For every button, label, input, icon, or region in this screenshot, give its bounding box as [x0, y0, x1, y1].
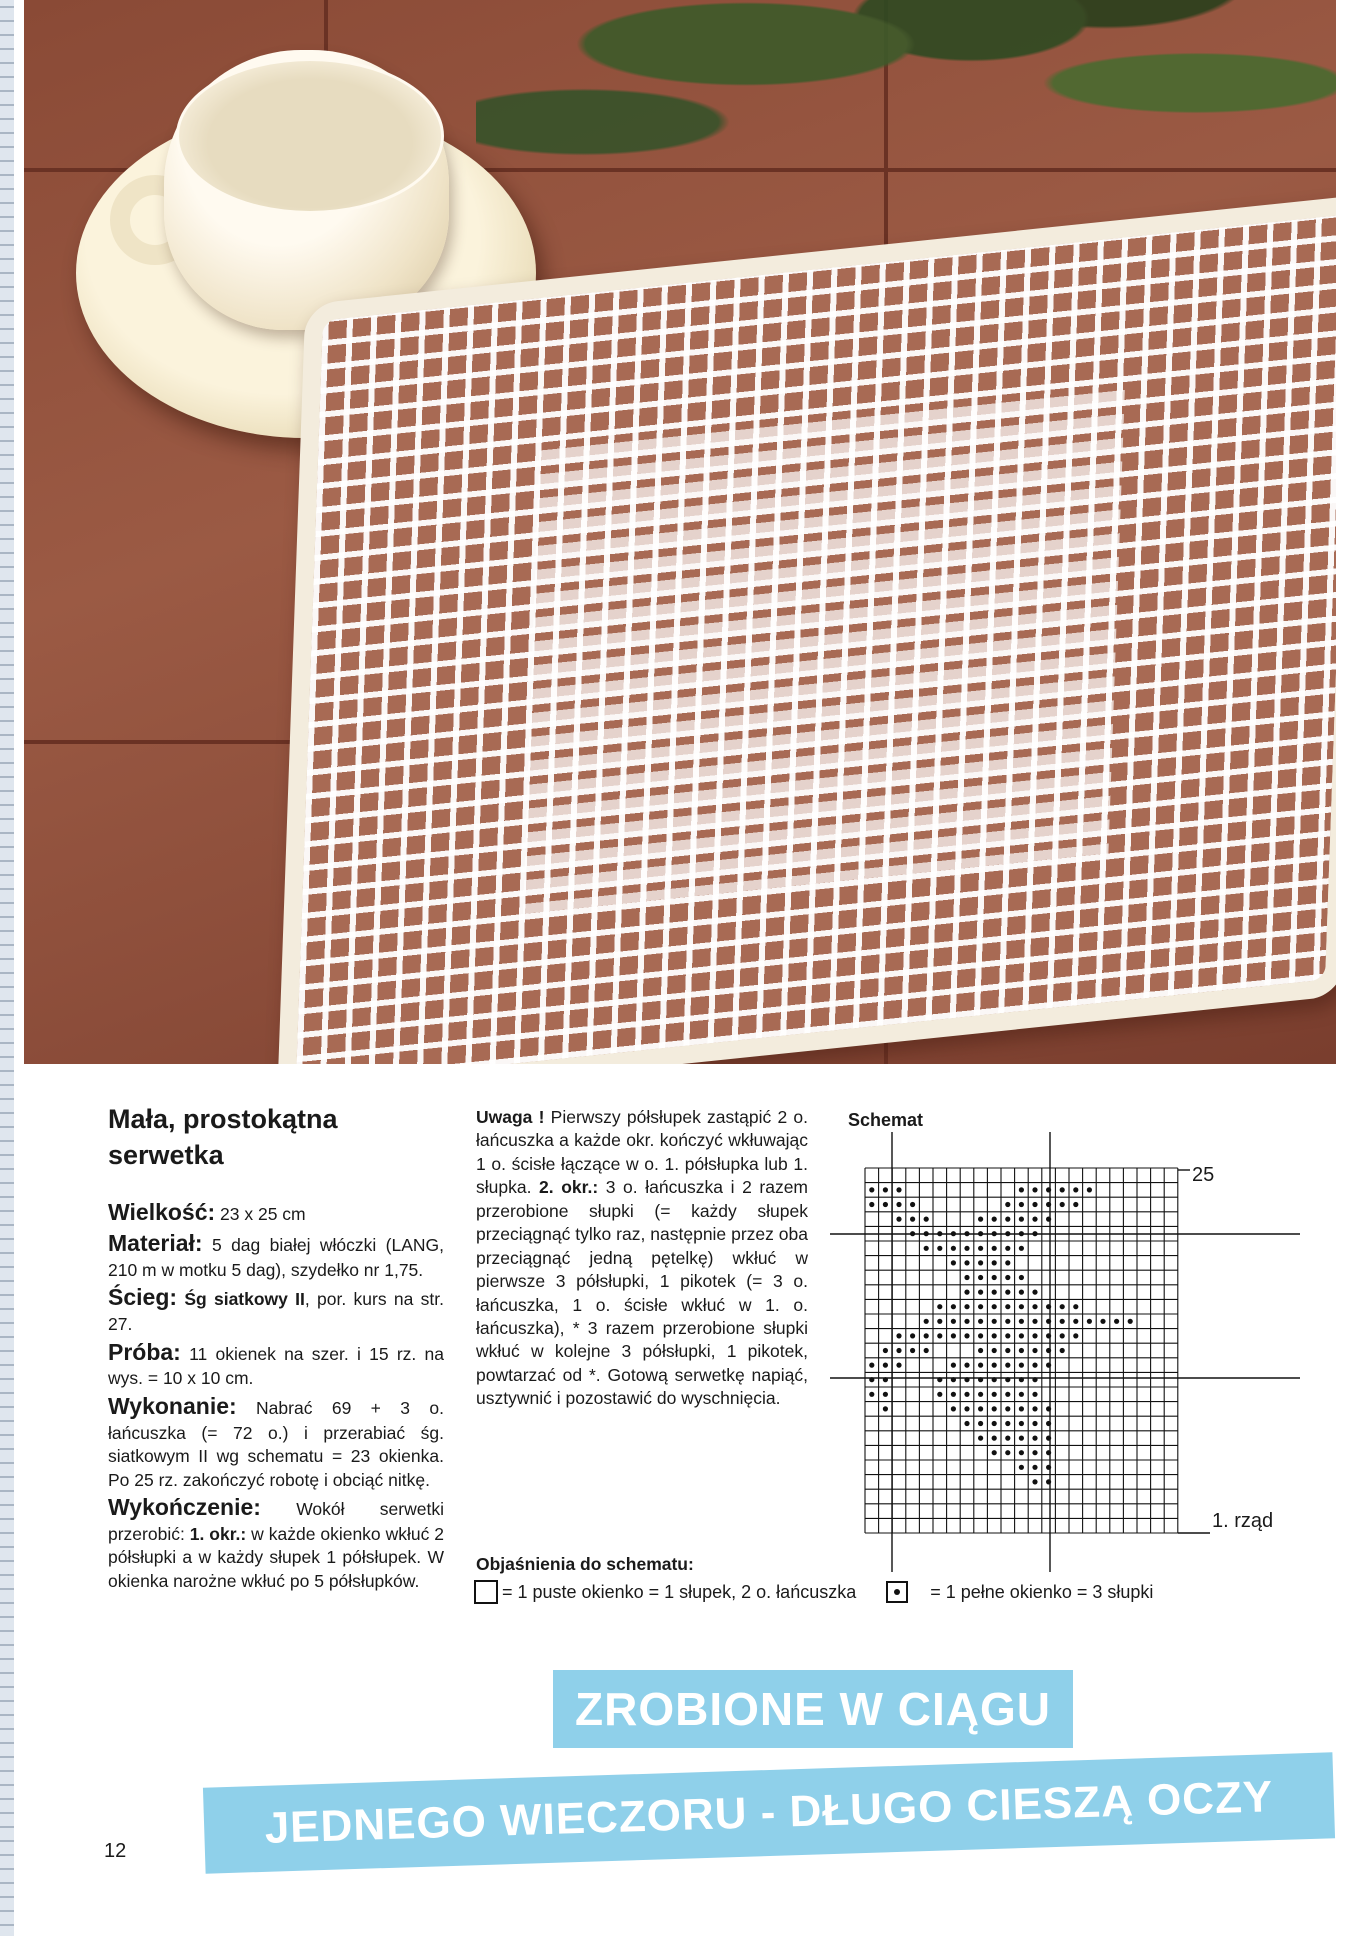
filled-cell-dot — [1060, 1319, 1065, 1324]
filled-cell-dot — [1073, 1319, 1078, 1324]
filled-cell-dot — [1073, 1333, 1078, 1338]
filled-cell-dot — [1019, 1421, 1024, 1426]
spec-finishing: Wykończenie: Wokół serwetki przerobić: 1. okr.: w każde okienko wkłuć 2 półsłupki a w każdy słupek 1 półsłupek. W okienka narożne wkłuć po 5 półsłupków. — [108, 1493, 444, 1591]
filled-cell-dot — [978, 1421, 983, 1426]
filled-cell-dot — [1060, 1187, 1065, 1192]
filled-cell-dot — [978, 1217, 983, 1222]
filled-cell-dot — [1046, 1348, 1051, 1353]
filled-cell-dot — [1073, 1304, 1078, 1309]
filled-cell-dot — [910, 1348, 915, 1353]
filled-cell-dot — [1005, 1202, 1010, 1207]
filled-cell-dot — [1019, 1333, 1024, 1338]
filled-cell-dot — [883, 1187, 888, 1192]
filled-cell-dot — [883, 1377, 888, 1382]
filled-cell-dot — [1032, 1421, 1037, 1426]
filled-cell-dot — [964, 1392, 969, 1397]
filled-cell-dot — [1032, 1392, 1037, 1397]
filled-cell-dot — [964, 1319, 969, 1324]
filled-cell-dot — [1019, 1246, 1024, 1251]
filled-cell-dot — [924, 1348, 929, 1353]
filled-cell-dot — [1019, 1465, 1024, 1470]
filled-cell-dot — [951, 1377, 956, 1382]
filled-cell-dot — [937, 1246, 942, 1251]
filled-cell-dot — [978, 1304, 983, 1309]
filled-cell-dot — [992, 1231, 997, 1236]
article-column-1 — [108, 1102, 444, 1593]
filled-cell-dot — [992, 1246, 997, 1251]
filled-cell-dot — [992, 1260, 997, 1265]
filled-cell-dot — [1005, 1290, 1010, 1295]
filled-cell-dot — [937, 1304, 942, 1309]
filled-cell-dot — [883, 1348, 888, 1353]
filled-cell-dot — [992, 1304, 997, 1309]
filled-cell-dot — [1032, 1377, 1037, 1382]
filled-cell-dot — [992, 1406, 997, 1411]
filled-cell-dot — [1100, 1319, 1105, 1324]
filled-cell-dot — [869, 1187, 874, 1192]
filled-cell-dot — [924, 1231, 929, 1236]
filled-cell-dot — [1032, 1231, 1037, 1236]
filled-cell-dot — [1046, 1465, 1051, 1470]
filled-cell-dot — [978, 1377, 983, 1382]
filled-cell-dot — [1046, 1202, 1051, 1207]
spec-execution: Wykonanie: Nabrać 69 + 3 o. łańcuszka (= 72 o.) i przerabiać śg. siatkowym II wg schematu = 23 okienka. Po 25 rz. zakończyć robotę i obciąć nitkę. — [108, 1392, 444, 1490]
row-label-25: 25 — [1192, 1164, 1215, 1186]
filled-cell-dot — [992, 1290, 997, 1295]
schema-title: Schemat — [848, 1110, 924, 1130]
filled-cell-dot — [964, 1406, 969, 1411]
filled-cell-dot — [1019, 1304, 1024, 1309]
filled-cell-dot — [992, 1319, 997, 1324]
filled-cell-dot — [869, 1363, 874, 1368]
filled-cell-dot — [964, 1231, 969, 1236]
filled-cell-dot — [1019, 1319, 1024, 1324]
filled-cell-dot — [896, 1363, 901, 1368]
filled-cell-dot — [937, 1231, 942, 1236]
filled-cell-dot — [992, 1333, 997, 1338]
article-title: Mała, prostokątna serwetka — [108, 1104, 338, 1170]
filled-cell-dot — [978, 1290, 983, 1295]
filled-cell-dot — [1005, 1363, 1010, 1368]
filled-cell-dot — [1060, 1333, 1065, 1338]
page-binding — [0, 0, 14, 1936]
filled-cell-dot — [978, 1406, 983, 1411]
filled-cell-dot — [1046, 1187, 1051, 1192]
filled-cell-dot — [1032, 1202, 1037, 1207]
filled-cell-dot — [951, 1231, 956, 1236]
filled-cell-dot — [1046, 1217, 1051, 1222]
filled-cell-dot — [1005, 1319, 1010, 1324]
filled-cell-dot — [951, 1363, 956, 1368]
cup-rim — [176, 58, 444, 214]
filled-cell-dot — [951, 1260, 956, 1265]
filled-cell-dot — [964, 1246, 969, 1251]
filled-cell-dot — [1019, 1450, 1024, 1455]
filled-cell-dot — [1032, 1187, 1037, 1192]
row-label-1: 1. rząd — [1212, 1510, 1274, 1532]
filled-cell-dot — [1005, 1304, 1010, 1309]
note-paragraph: Uwaga ! Pierwszy półsłupek zastąpić 2 o. łańcuszka a każde okr. kończyć wkłuwając 1 o. ścisłe łączące w o. 1. półsłupka lub 1. słupka. 2. okr.: 3 o. łańcuszka i 2 razem przerobione słupki (= każdy słupek przeciągnąć tylko raz, następnie przez oba przeciągnąć jedną pętelkę) wkłuć w pierwsze 3 półsłupki, 1 pikotek (= 3 o. łańcuszka, 1 o. ścisłe wkłuć w 1. o. łańcuszka), * 3 razem przerobione słupki wkłuć w kolejne 3 półsłupki, 1 pikotek, powtarzać od *. Gotową serwetkę napiąć, usztywnić i pozostawić do wyschnięcia. — [476, 1107, 809, 1409]
filled-cell-dot — [896, 1202, 901, 1207]
filled-cell-dot — [1005, 1450, 1010, 1455]
filled-cell-dot — [910, 1231, 915, 1236]
filled-cell-dot — [964, 1290, 969, 1295]
filled-cell-dot — [896, 1217, 901, 1222]
filled-cell-dot — [1046, 1304, 1051, 1309]
filled-cell-dot — [1032, 1304, 1037, 1309]
filled-cell-dot — [992, 1275, 997, 1280]
crochet-schema-grid — [830, 1132, 1300, 1572]
filled-cell-dot — [964, 1304, 969, 1309]
filled-cell-dot — [1032, 1290, 1037, 1295]
filled-cell-dot — [1114, 1319, 1119, 1324]
filled-cell-dot — [1005, 1421, 1010, 1426]
filled-cell-dot — [1019, 1187, 1024, 1192]
filled-cell-dot — [992, 1421, 997, 1426]
filled-cell-dot — [951, 1392, 956, 1397]
filled-cell-dot — [883, 1406, 888, 1411]
page-number: 12 — [104, 1840, 127, 1862]
filled-cell-dot — [1032, 1217, 1037, 1222]
filled-cell-dot — [992, 1348, 997, 1353]
filled-cell-dot — [924, 1333, 929, 1338]
filled-cell-dot — [964, 1377, 969, 1382]
filled-cell-dot — [1019, 1275, 1024, 1280]
filled-cell-dot — [1019, 1392, 1024, 1397]
filled-cell-dot — [992, 1363, 997, 1368]
filled-cell-dot — [978, 1275, 983, 1280]
filled-cell-dot — [992, 1217, 997, 1222]
banner-line-1: ZROBIONE W CIĄGU — [553, 1670, 1073, 1748]
filled-cell-dot — [978, 1246, 983, 1251]
filled-cell-dot — [978, 1333, 983, 1338]
filled-cell-dot — [1019, 1406, 1024, 1411]
filled-cell-dot — [1005, 1406, 1010, 1411]
legend-title: Objaśnienia do schematu: — [476, 1554, 694, 1574]
filled-cell-dot — [1005, 1436, 1010, 1441]
filled-cell-dot — [1005, 1246, 1010, 1251]
filled-cell-dot — [964, 1333, 969, 1338]
filled-cell-dot — [937, 1319, 942, 1324]
filled-cell-dot — [1046, 1363, 1051, 1368]
filled-cell-dot — [1005, 1260, 1010, 1265]
filled-cell-dot — [937, 1333, 942, 1338]
filled-cell-dot — [924, 1246, 929, 1251]
filled-cell-dot — [896, 1187, 901, 1192]
filled-cell-dot — [978, 1436, 983, 1441]
filled-cell-dot — [1005, 1392, 1010, 1397]
plant-leaves — [476, 0, 1336, 200]
filled-cell-dot — [1046, 1421, 1051, 1426]
filled-cell-dot — [1087, 1187, 1092, 1192]
filled-cell-dot — [1046, 1406, 1051, 1411]
filled-cell-dot — [964, 1421, 969, 1426]
article-column-2 — [476, 1106, 808, 1411]
filled-cell-dot — [910, 1202, 915, 1207]
filled-cell-dot — [1019, 1348, 1024, 1353]
filled-cell-dot — [883, 1392, 888, 1397]
photo-doily-with-cup — [24, 0, 1336, 1064]
filled-cell-dot — [883, 1202, 888, 1207]
filled-square-icon — [886, 1581, 908, 1603]
filled-cell-dot — [869, 1202, 874, 1207]
filled-cell-dot — [1128, 1319, 1133, 1324]
filled-cell-dot — [1019, 1202, 1024, 1207]
filled-cell-dot — [910, 1217, 915, 1222]
filled-cell-dot — [992, 1436, 997, 1441]
filled-cell-dot — [937, 1392, 942, 1397]
filled-cell-dot — [1060, 1304, 1065, 1309]
filled-cell-dot — [869, 1377, 874, 1382]
legend-empty-text: = 1 puste okienko = 1 słupek, 2 o. łańcuszka — [502, 1581, 857, 1602]
filled-cell-dot — [1032, 1363, 1037, 1368]
filled-cell-dot — [1087, 1319, 1092, 1324]
legend-full-text: = 1 pełne okienko = 3 słupki — [930, 1581, 1154, 1602]
spec-size: Wielkość: 23 x 25 cm — [108, 1199, 306, 1226]
filled-cell-dot — [951, 1304, 956, 1309]
spec-gauge: Próba: 11 okienek na szer. i 15 rz. na wys. = 10 x 10 cm. — [108, 1338, 444, 1389]
filled-cell-dot — [869, 1392, 874, 1397]
filled-cell-dot — [1060, 1202, 1065, 1207]
filled-cell-dot — [1046, 1333, 1051, 1338]
filled-cell-dot — [1073, 1202, 1078, 1207]
filled-cell-dot — [910, 1333, 915, 1338]
banner-line-2: JEDNEGO WIECZORU - DŁUGO CIESZĄ OCZY — [203, 1752, 1335, 1873]
filled-cell-dot — [1032, 1319, 1037, 1324]
filled-cell-dot — [1032, 1479, 1037, 1484]
filled-cell-dot — [978, 1392, 983, 1397]
filled-cell-dot — [992, 1450, 997, 1455]
filled-cell-dot — [937, 1377, 942, 1382]
filled-cell-dot — [978, 1260, 983, 1265]
filled-cell-dot — [1032, 1450, 1037, 1455]
filled-cell-dot — [924, 1217, 929, 1222]
filled-cell-dot — [964, 1275, 969, 1280]
filled-cell-dot — [951, 1406, 956, 1411]
filled-cell-dot — [1005, 1217, 1010, 1222]
filled-cell-dot — [1032, 1333, 1037, 1338]
filled-cell-dot — [1019, 1290, 1024, 1295]
filled-cell-dot — [896, 1333, 901, 1338]
filled-cell-dot — [978, 1231, 983, 1236]
filled-cell-dot — [1032, 1465, 1037, 1470]
filled-cell-dot — [1019, 1436, 1024, 1441]
empty-square-icon — [474, 1580, 498, 1604]
legend — [474, 1580, 1334, 1604]
filled-cell-dot — [992, 1392, 997, 1397]
filled-cell-dot — [1005, 1231, 1010, 1236]
filled-cell-dot — [1019, 1217, 1024, 1222]
filled-cell-dot — [978, 1348, 983, 1353]
filled-cell-dot — [1032, 1348, 1037, 1353]
crochet-doily — [296, 214, 1336, 1064]
filled-cell-dot — [1046, 1436, 1051, 1441]
filled-cell-dot — [978, 1363, 983, 1368]
filled-cell-dot — [951, 1333, 956, 1338]
filled-cell-dot — [964, 1260, 969, 1265]
filled-cell-dot — [992, 1377, 997, 1382]
filled-cell-dot — [1019, 1377, 1024, 1382]
filled-cell-dot — [1019, 1363, 1024, 1368]
filled-cell-dot — [978, 1319, 983, 1324]
filled-cell-dot — [1046, 1450, 1051, 1455]
filled-cell-dot — [1005, 1333, 1010, 1338]
filled-cell-dot — [883, 1363, 888, 1368]
filled-cell-dot — [964, 1363, 969, 1368]
filled-cell-dot — [1005, 1377, 1010, 1382]
filled-cell-dot — [924, 1319, 929, 1324]
filled-cell-dot — [1005, 1348, 1010, 1353]
filled-cell-dot — [1060, 1348, 1065, 1353]
filled-cell-dot — [951, 1246, 956, 1251]
filled-cell-dot — [1046, 1319, 1051, 1324]
filled-cell-dot — [1032, 1406, 1037, 1411]
filled-cell-dot — [1032, 1436, 1037, 1441]
filled-cell-dot — [951, 1319, 956, 1324]
spec-material: Materiał: 5 dag białej włóczki (LANG, 210 m w motku 5 dag), szydełko nr 1,75. — [108, 1230, 444, 1280]
filled-cell-dot — [1005, 1275, 1010, 1280]
filled-cell-dot — [1046, 1479, 1051, 1484]
filled-cell-dot — [896, 1348, 901, 1353]
spec-stitch: Ścieg: Śg siatkowy II, por. kurs na str. 27. — [108, 1284, 444, 1335]
filled-cell-dot — [1019, 1231, 1024, 1236]
filled-cell-dot — [1073, 1187, 1078, 1192]
